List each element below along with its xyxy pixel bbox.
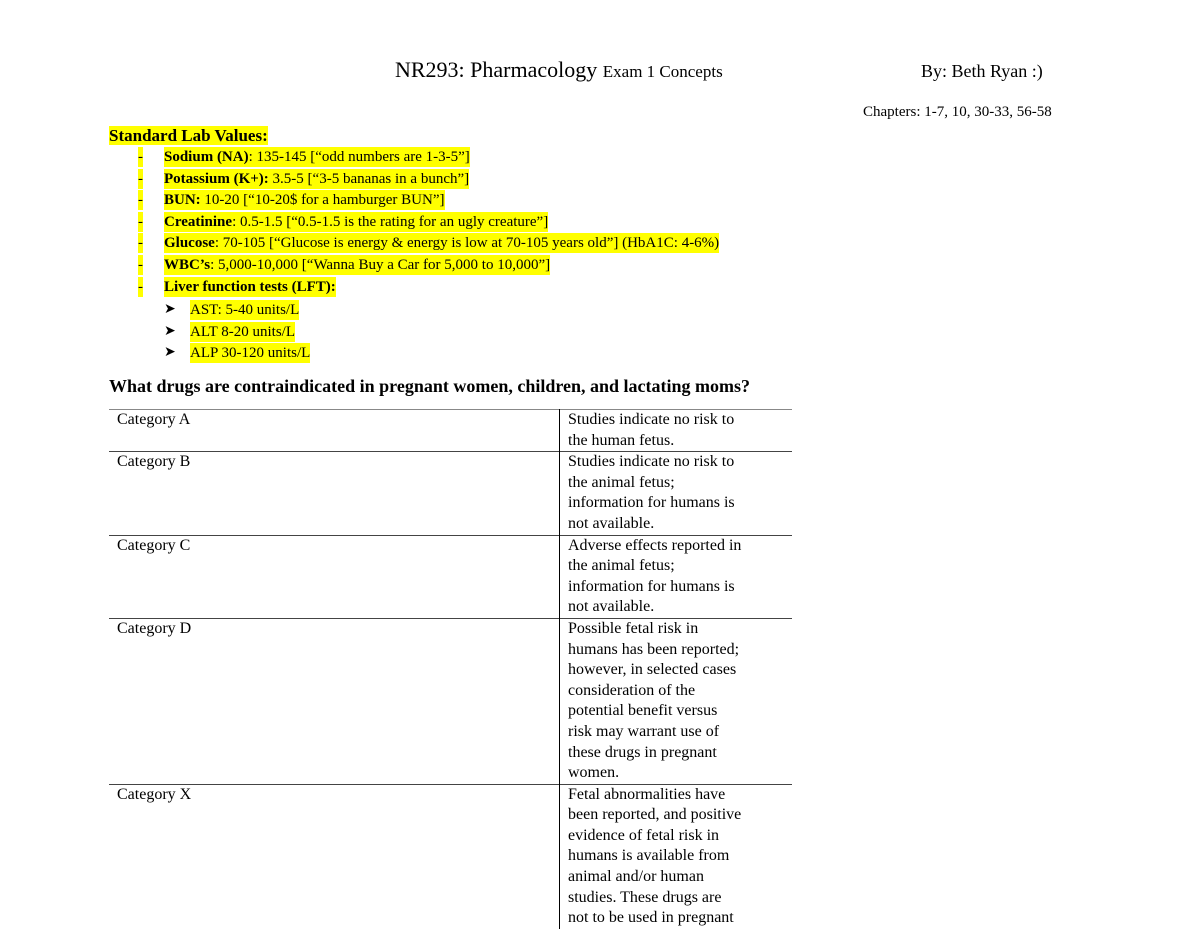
arrow-bullet-icon: ➤ <box>164 345 176 361</box>
table-row <box>109 410 792 452</box>
category-name: Category A <box>117 411 191 428</box>
pregnancy-category-table <box>109 409 792 929</box>
category-description: Studies indicate no risk to the animal fetus; information for humans is not available. <box>560 452 793 535</box>
table-row <box>109 535 792 618</box>
author-line: By: Beth Ryan :) <box>921 61 1043 81</box>
category-description: Fetal abnormalities have been reported, and positive evidence of fetal risk in humans is available from animal and/or human studies. These drugs are not to be used in pregnant <box>560 784 793 929</box>
category-name: Category B <box>117 453 191 471</box>
table-row <box>109 618 792 784</box>
table-row <box>109 784 792 929</box>
chapters-line: Chapters: 1-7, 10, 30-33, 56-58 <box>863 104 1052 120</box>
arrow-bullet-icon: ➤ <box>164 302 176 317</box>
title-course: NR293: Pharmacology <box>395 57 598 82</box>
category-description: Adverse effects reported in the animal fetus; information for humans is not available. <box>560 535 793 618</box>
table-row <box>109 452 792 535</box>
pregnancy-question-heading: What drugs are contraindicated in pregnant women, children, and lactating moms? <box>109 376 751 396</box>
category-name: Category C <box>117 536 191 554</box>
category-name: Category X <box>117 785 192 803</box>
document-title <box>395 57 723 83</box>
arrow-bullet-icon: ➤ <box>164 323 176 339</box>
lab-values-heading: Standard Lab Values: <box>109 126 268 145</box>
title-exam: Exam 1 Concepts <box>602 62 723 81</box>
category-name: Category D <box>117 619 192 637</box>
category-description: Studies indicate no risk to the human fetus. <box>560 410 793 452</box>
category-description: Possible fetal risk in humans has been reported; however, in selected cases consideration of the potential benefit versus risk may warrant use of these drugs in pregnant women. <box>560 618 793 784</box>
